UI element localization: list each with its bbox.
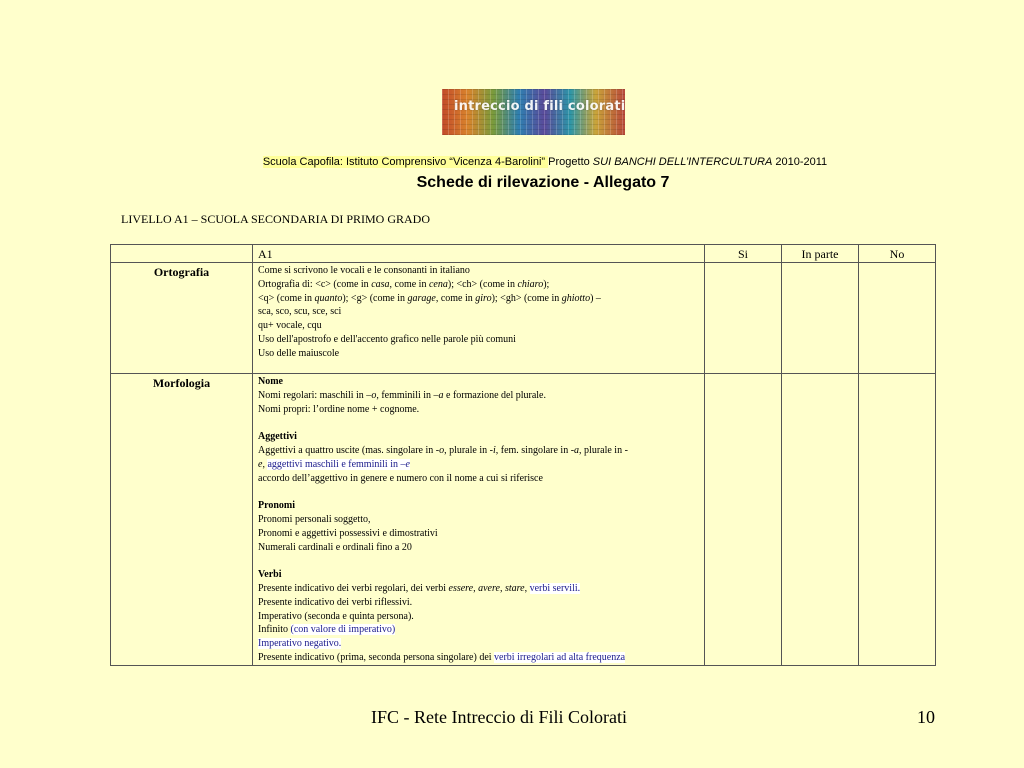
check-si-morfologia[interactable]: [705, 374, 782, 666]
morfologia-line: Nomi regolari: maschili in –o, femminili in –a e formazione del plurale.: [258, 389, 546, 401]
morfologia-line: Aggettivi a quattro uscite (mas. singolare in -o, plurale in -i, fem. singolare in -a, plurale in -: [258, 444, 628, 456]
check-no-ortografia[interactable]: [859, 263, 936, 374]
morfologia-line: accordo dell’aggettivo in genere e numero con il nome a cui si riferisce: [258, 472, 543, 484]
morfologia-line: Numerali cardinali e ordinali fino a 20: [258, 541, 412, 553]
check-no-morfologia[interactable]: [859, 374, 936, 666]
header-empty: [111, 245, 253, 263]
morfologia-line: Imperativo negativo.: [258, 638, 342, 650]
check-in-parte-morfologia[interactable]: [782, 374, 859, 666]
ortografia-line: Uso dell'apostrofo e dell'accento grafico nelle parole più comuni: [258, 333, 516, 345]
morfologia-line: Presente indicativo dei verbi riflessivi.: [258, 596, 413, 608]
section-heading-aggettivi: Aggettivi: [258, 431, 297, 443]
logo-text: intreccio di fili colorati: [454, 99, 625, 114]
check-si-ortografia[interactable]: [705, 263, 782, 374]
ortografia-line: qu+ vocale, cqu: [258, 320, 322, 332]
subtitle-years: 2010-2011: [772, 156, 828, 168]
row-label-morfologia: Morfologia: [111, 374, 253, 666]
table-header-row: [111, 245, 936, 263]
header-no: No: [859, 245, 936, 263]
morfologia-line: e, aggettivi maschili e femminili in –e: [258, 458, 410, 470]
header-in-parte: In parte: [782, 245, 859, 263]
morfologia-content: [253, 374, 705, 666]
page-title: Schede di rilevazione - Allegato 7: [416, 174, 670, 191]
check-in-parte-ortografia[interactable]: [782, 263, 859, 374]
section-heading-nome: Nome: [258, 376, 283, 387]
ortografia-line: Come si scrivono le vocali e le consonanti in italiano: [258, 265, 470, 276]
header-level: A1: [253, 245, 705, 263]
morfologia-line: Infinito (con valore di imperativo): [258, 624, 396, 636]
assessment-table: [110, 244, 936, 666]
school-subtitle: [0, 156, 1024, 168]
table-row-ortografia: [111, 263, 936, 374]
table-row-morfologia: [111, 374, 936, 666]
morfologia-line: Presente indicativo dei verbi regolari, dei verbi essere, avere, stare, verbi servili.: [258, 582, 581, 594]
row-label-ortografia: Ortografia: [111, 263, 253, 374]
section-heading-pronomi: Pronomi: [258, 500, 296, 512]
project-logo: [442, 89, 625, 135]
morfologia-line: Imperativo (seconda e quinta persona).: [258, 610, 414, 622]
footer-text: IFC - Rete Intreccio di Fili Colorati: [371, 707, 627, 727]
subtitle-school: Scuola Capofila: Istituto Comprensivo “Vicenza 4-Barolini”: [262, 156, 549, 168]
section-heading-verbi: Verbi: [258, 569, 282, 581]
ortografia-line: <q> (come in quanto); <g> (come in garage, come in giro); <gh> (come in ghiotto) –: [258, 292, 601, 304]
level-heading: LIVELLO A1 – SCUOLA SECONDARIA DI PRIMO GRADO: [121, 212, 431, 226]
morfologia-line: Presente indicativo (prima, seconda persona singolare) dei verbi irregolari ad alta frequenza: [258, 651, 626, 663]
morfologia-line: Pronomi e aggettivi possessivi e dimostrativi: [258, 527, 438, 539]
subtitle-project-label: Progetto: [548, 156, 593, 168]
ortografia-line: Ortografia di: <c> (come in casa, come in cena); <ch> (come in chiaro);: [258, 278, 550, 290]
page-number: 10: [917, 707, 935, 727]
morfologia-line: Nomi propri: l’ordine nome + cognome.: [258, 403, 420, 415]
subtitle-project-name: SUI BANCHI DELL’INTERCULTURA: [592, 156, 773, 168]
ortografia-content: [253, 263, 705, 374]
morfologia-line: Pronomi personali soggetto,: [258, 513, 371, 525]
ortografia-line: Uso delle maiuscole: [258, 347, 340, 359]
ortografia-line: sca, sco, scu, sce, sci: [258, 306, 342, 318]
header-si: Si: [705, 245, 782, 263]
